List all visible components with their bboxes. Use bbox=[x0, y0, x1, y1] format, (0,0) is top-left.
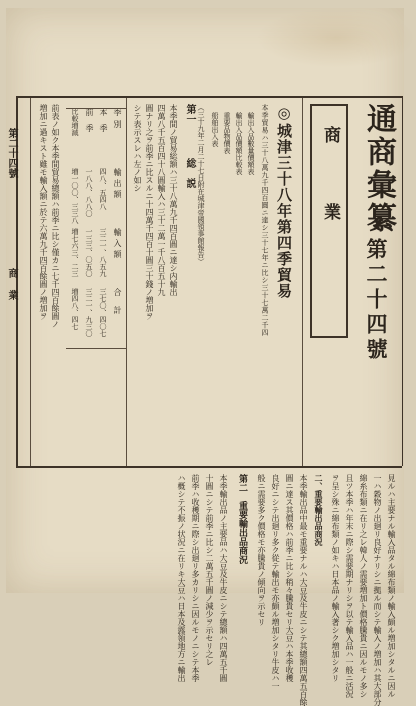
body-line: 綿糸布類ニ在リ之レ韓人ノ需要増加ト價格騰貴ニ因ルモノ多シ bbox=[359, 474, 368, 698]
body-line: 増加ニ過キスト雖モ輸入額ニ於テ六萬九千四百餘圓ノ増加ヲ bbox=[39, 104, 48, 320]
section-heading: 第二 重要輸出品商況 bbox=[237, 474, 247, 564]
margin-category: 商業 bbox=[6, 268, 17, 312]
body-line: 本季間ノ貿易総額ハ三十八萬九千四百圓ニ達シ内輸出 bbox=[169, 104, 178, 296]
body-line: 本季輸出品中最モ重要ナルハ大豆及牛皮ニシテ其總額四萬五百餘 bbox=[299, 474, 308, 706]
table-rule bbox=[66, 348, 126, 349]
article-title: ◎城津三十八年第四季貿易 bbox=[275, 104, 293, 299]
toc-item: 重要品物價表 bbox=[223, 112, 231, 154]
table-header: 輸出額 bbox=[113, 168, 122, 201]
body-line: ハ概シテ不振ノ状況ニ在リキ大豆ハ日本及露領地方ニ輸出 bbox=[177, 474, 186, 682]
table-cell-label: 比較増減 bbox=[71, 108, 79, 136]
body-line: シテ表示スレハ左ノ如シ bbox=[133, 104, 142, 192]
body-line: 前表ノ如ク本季間貿易總額ハ前季ニ比シ僅カニ七千四百餘圓ノ bbox=[51, 104, 60, 328]
body-line: ヲ呈シ殊ニ綿布類ノ如キハ日本品ノ輸入著シク増加シタリ bbox=[331, 474, 340, 682]
column-divider bbox=[126, 98, 127, 468]
document-page bbox=[6, 8, 404, 706]
body-line: 十圓ニシテ前季ニ比シ二萬五千圓ノ減少ヲ示セリ之レ bbox=[205, 474, 214, 666]
table-cell: 三二一、八五九 bbox=[99, 228, 107, 277]
table-cell-label: 本季 bbox=[99, 108, 108, 140]
section-number: 第一 bbox=[184, 104, 195, 124]
body-line: 前季ハ收穫期ニ際シ出廻リ多カリシニ因ルモノニシテ本季 bbox=[191, 474, 200, 682]
body-line: 般ニ需要多ク價格モ亦騰貴ノ傾向ヲ示セリ bbox=[257, 474, 266, 626]
table-cell: 増四八、四七 bbox=[71, 288, 79, 330]
table-cell: 三七〇、四〇七 bbox=[99, 288, 107, 337]
table-header: 合計 bbox=[113, 288, 122, 324]
page-divider bbox=[16, 466, 402, 468]
issue-number: 第二十四號 bbox=[364, 238, 389, 363]
journal-title: 通商彙纂 bbox=[361, 103, 396, 235]
paper-stain bbox=[256, 8, 416, 68]
toc-item: 船舶出入表 bbox=[211, 112, 219, 147]
body-line: 圓ニ達ス其價格ハ前季ニ比シ稍々騰貴セリ大豆ハ本季收穫 bbox=[285, 474, 294, 682]
table-cell: 増七六三、二三 bbox=[71, 228, 79, 277]
table-header: 季別 bbox=[113, 108, 122, 132]
body-line: 且ツ本季ハ年末ニ際シ需要期ナリシヲ以テ輸入品ハ一般ニ活況 bbox=[345, 474, 354, 698]
body-line: 四萬八千五百四十八圓輸入ハ三十二萬一千八百五十九 bbox=[157, 104, 166, 296]
table-cell: 四八、五四八 bbox=[99, 168, 107, 210]
table-header: 輸入額 bbox=[113, 228, 122, 261]
article-intro: 本季貿易ハ三十八萬九千四百圓ニ達シ三十七年ニ比シ三十七萬二千四 bbox=[261, 104, 269, 337]
body-line: 良好ニシテ出廻リ多ク從テ輸出モ亦頗ル増加シタリ牛皮ハ一 bbox=[271, 474, 280, 690]
table-cell: 一八八、八八〇 bbox=[85, 168, 93, 217]
trade-table bbox=[66, 108, 124, 348]
frame-right-rule bbox=[402, 96, 403, 466]
body-line: 見ルハ主要ナル輸入品タル綿布類ノ輸入頗ル増加シタルニ因ル bbox=[387, 474, 396, 698]
body-line: 本季輸出品ノ主要品ハ大豆及牛皮ニシテ總額ハ四萬五千圓 bbox=[219, 474, 228, 682]
section-label: 商業 bbox=[320, 126, 340, 280]
section-title: 総説 bbox=[184, 158, 195, 198]
table-cell: 増一〇〇、三三八 bbox=[71, 168, 79, 224]
toc-item: 輸出入品價額比較表 bbox=[235, 112, 243, 175]
table-rule bbox=[66, 108, 126, 109]
table-cell-label: 前季 bbox=[85, 108, 94, 140]
body-line: 二、重要輸出品商況 bbox=[314, 474, 324, 546]
column-divider bbox=[30, 98, 31, 468]
body-line: 圓ナリ之ヲ前季ニ比スルニ十四萬千四百十圓三十錢ノ増加ヲ bbox=[145, 104, 154, 320]
frame-top-rule bbox=[16, 96, 402, 98]
toc-item: 輸出入品數量價額表 bbox=[247, 112, 255, 175]
table-cell: 一三三、〇五〇 bbox=[85, 228, 93, 277]
report-date: （三十九年二月二十七日附在城津帝國領事館報告） bbox=[197, 104, 205, 265]
column-divider bbox=[302, 98, 303, 468]
table-cell: 三二一、九三〇 bbox=[85, 288, 93, 337]
margin-issue: 第二十四號 bbox=[6, 128, 17, 178]
body-line: 一ハ穀物ノ出廻リ良好ナリシニ拠ル而シテ輸入ノ増加ハ其大部分 bbox=[373, 474, 382, 706]
